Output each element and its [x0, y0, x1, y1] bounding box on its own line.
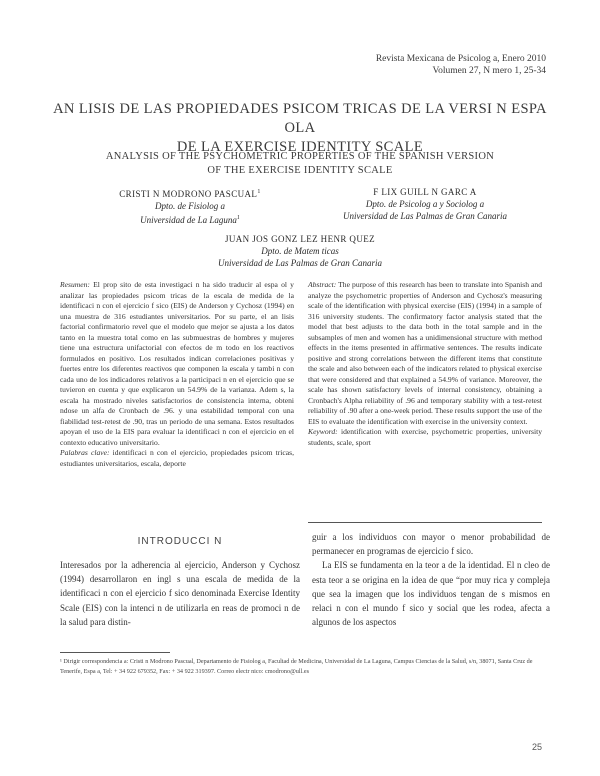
section-heading-introduction: INTRODUCCI N	[137, 536, 223, 547]
title-spanish	[40, 100, 560, 157]
intro-right-column	[312, 530, 550, 629]
author-name: F LIX GUILL N GARC A	[373, 187, 477, 197]
footnote-rule	[60, 652, 170, 653]
palabras-clave-text: identificaci n con el ejercicio, propiedades psicom tricas, estudiantes universitarios, escala, deporte	[60, 448, 294, 468]
keyword-text: identification with exercise, psychometric properties, university students, scale, sport	[308, 427, 542, 447]
author-footnote-mark: 1	[257, 189, 261, 195]
author-university: Universidad de Las Palmas de Gran Canaria	[218, 258, 382, 268]
column-divider-rule	[308, 522, 542, 523]
title-english-line2: OF THE EXERCISE IDENTITY SCALE	[207, 165, 393, 176]
author-block-3	[150, 233, 450, 269]
author-department: Dpto. de Psicolog a y Sociolog a	[365, 199, 485, 209]
palabras-clave-label: Palabras clave:	[60, 448, 110, 457]
abstract-label: Abstract:	[308, 280, 337, 289]
abstract-text: The purpose of this research has been to translate into Spanish and analyze the psychometric properties of Anderson and Cychosz's measuring scale of the identification with physical exercise (EIS) (1994) in a sample of 316 university students. The confirmatory factor analysis stated that the model that best adjusts to the data both in the total sample and in the subsamples of men and women has a unidimensional structure with method effects in the items presented in affirmative sentences. The results indicate positive and strong correlations between the different items that constitute the scale and also between each of the indicators related to physical exercise that were considered and that explained a 54.9% of variance. Moreover, the scale has shown satisfactory levels of internal consistency, obtaining a Cronbach's Alpha reliability of .96 and temporary stability with a test-retest reliability of .90 after a one-week period. These results support the use of the EIS to evaluate the identification with exercise in the university context.	[308, 280, 542, 426]
keyword-label: Keyword:	[308, 427, 338, 436]
author-university: Universidad de Las Palmas de Gran Canaria	[343, 211, 507, 221]
page-number: 25	[531, 742, 542, 752]
author-name: CRISTI N MODRONO PASCUAL	[119, 189, 258, 199]
title-spanish-line1: AN LISIS DE LAS PROPIEDADES PSICOM TRICAS DE LA VERSI N ESPA OLA	[53, 101, 547, 136]
journal-volume: Volumen 27, N mero 1, 25-34	[432, 66, 546, 76]
title-english-line1: ANALYSIS OF THE PSYCHOMETRIC PROPERTIES OF THE SPANISH VERSION	[105, 151, 495, 162]
resumen-label: Resumen:	[60, 280, 90, 289]
journal-name: Revista Mexicana de Psicolog a, Enero 2010	[375, 54, 546, 64]
author-university: Universidad de La Laguna	[140, 215, 237, 225]
title-spanish-line2: DE LA EXERCISE IDENTITY SCALE	[176, 139, 424, 155]
abstract-section	[308, 280, 542, 448]
author-name: JUAN JOS GONZ LEZ HENR QUEZ	[224, 234, 376, 244]
author-department: Dpto. de Matem ticas	[261, 246, 339, 256]
university-footnote-mark: 1	[236, 215, 240, 221]
author-block-2	[300, 186, 550, 222]
intro-paragraph-2: La EIS se fundamenta en la teor a de la identidad. El n cleo de esta teor a se origina en la idea de que “por muy rica y compleja que sea la imagen que los individuos tengan de s mismos en relaci n con el mundo f sico y social que les rodea, afecta a algunos de los aspectos	[312, 560, 550, 628]
resumen-section	[60, 280, 294, 469]
resumen-text: El prop sito de esta investigaci n ha sido traducir al espa ol y analizar las propiedades psicom tricas de la escala de medida de la identificaci n con el ejercicio f sico (EIS) de Anderson y Cychosz (1994) en una muestra de 316 estudiantes universitarios. Por su parte, el an lisis factorial confirmatorio revel que el modelo que mejor se ajusta a los datos tanto en la muestra total como en las submuestras de hombres y mujeres tiene una estructura unifactorial con efectos de m todo en los reactivos formulados en positivo. Los resultados indican correlaciones positivas y fuertes entre los diferentes reactivos que componen la escala y tambi n con cada uno de los indicadores relativos a la participaci n en el ejercicio que se tuvieron en cuenta y que explicaron un 54.9% de la varianza. Adem s, la escala ha mostrado niveles satisfactorios de consistencia interna, obteni ndose un alfa de Cronbach de .96. y una estabilidad temporal con una fiabilidad test-retest de .90, tras un periodo de una semana. Estos resultados apoyan el uso de la EIS para evaluar la identificaci n con el ejercicio en el contexto educativo universitario.	[60, 280, 294, 447]
intro-paragraph-continued: guir a los individuos con mayor o menor probabilidad de permanecer en programas de ejercicio f sico.	[312, 532, 550, 557]
footnote: ¹ Dirigir correspondencia a: Cristi n Modrono Pascual, Departamento de Fisiolog a, Facultad de Medicina, Universidad de La Laguna, Campus Ciencias de la Salud, s/n, 38071, Santa Cruz de Tenerife, Espa a, Tel: + 34 922 679352, Fax: + 34 922 319397. Correo electr nico: cmodrono@ull.es	[60, 658, 533, 675]
author-block-1	[80, 186, 300, 226]
author-department: Dpto. de Fisiolog a	[155, 201, 225, 211]
title-english	[40, 150, 560, 178]
intro-left-column	[60, 558, 300, 629]
journal-header	[376, 53, 546, 77]
intro-paragraph-1: Interesados por la adherencia al ejercicio, Anderson y Cychosz (1994) desarrollaron en ingl s una escala de medida de la identificaci n con el ejercicio f sico denominada Exercise Identity Scale (EIS) con la intenci n de utilizarla en reas de promoci n de la salud para distin-	[60, 560, 300, 627]
